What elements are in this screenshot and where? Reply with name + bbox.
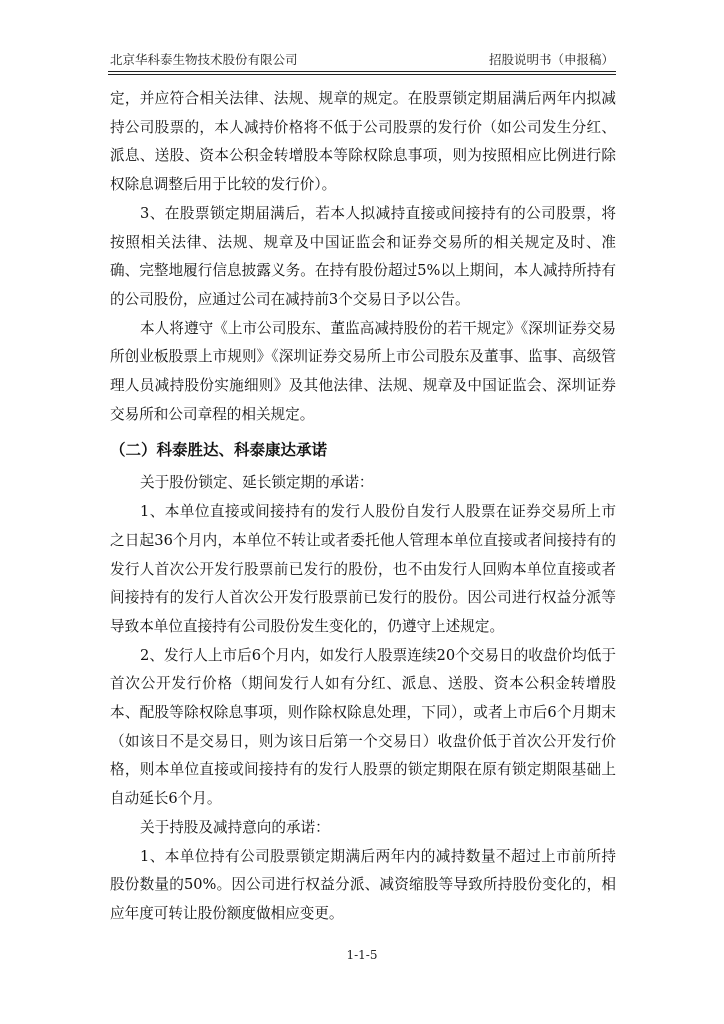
paragraph: 关于股份锁定、延长锁定期的承诺： xyxy=(140,474,374,492)
header-company-name: 北京华科泰生物技术股份有限公司 xyxy=(110,52,298,67)
paragraph: 关于持股及减持意向的承诺： xyxy=(140,818,330,836)
page-number: 1-1-5 xyxy=(346,948,378,962)
page-header xyxy=(108,50,616,70)
section-heading: （二）科泰胜达、科泰康达承诺 xyxy=(110,441,328,460)
header-rule-thin xyxy=(108,74,616,75)
paragraph: 1、本单位直接或间接持有的发行人股份自发行人股票在证券交易所上市之日起36个月内，本单位不转让或者委托他人管理本单位直接或者间接持有的发行人首次公开发行股票前已发行的股份，也不由发行人回购本单位直接或者间接持有的发行人首次公开发行股票前已发行的股份。因公司进行权益分派等导致本单位直接持有公司股份发生变化的，仍遵守上述规定。 xyxy=(110,503,616,635)
paragraph: 2、发行人上市后6个月内，如发行人股票连续20个交易日的收盘价均低于首次公开发行价格（期间发行人如有分红、派息、送股、资本公积金转增股本、配股等除权除息事项，则作除权除息处理，下同），或者上市后6个月期末（如该日不是交易日，则为该日后第一个交易日）收盘价低于首次公开发行价格，则本单位直接或间接持有的发行人股票的锁定期限在原有锁定期限基础上自动延长6个月。 xyxy=(110,646,616,808)
paragraph: 本人将遵守《上市公司股东、董监高减持股份的若干规定》《深圳证券交易所创业板股票上市规则》《深圳证券交易所上市公司股东及董事、监事、高级管理人员减持股份实施细则》及其他法律、法规、规章及中国证监会、深圳证券交易所和公司章程的相关规定。 xyxy=(110,319,616,423)
paragraph: 1、本单位持有公司股票锁定期满后两年内的减持数量不超过上市前所持股份数量的50%。因公司进行权益分派、减资缩股等导致所持股份变化的，相应年度可转让股份额度做相应变更。 xyxy=(110,847,616,922)
document-body xyxy=(110,85,616,929)
header-rule xyxy=(108,71,616,72)
header-document-title: 招股说明书（申报稿） xyxy=(488,52,614,67)
paragraph: 3、在股票锁定期届满后，若本人拟减持直接或间接持有的公司股票，将按照相关法律、法规、规章及中国证监会和证券交易所的相关规定及时、准确、完整地履行信息披露义务。在持有股份超过5%以上期间，本人减持所持有的公司股份，应通过公司在减持前3个交易日予以公告。 xyxy=(110,204,616,308)
paragraph: 定，并应符合相关法律、法规、规章的规定。在股票锁定期届满后两年内拟减持公司股票的，本人减持价格将不低于公司股票的发行价（如公司发生分红、派息、送股、资本公积金转增股本等除权除息事项，则为按照相应比例进行除权除息调整后用于比较的发行价）。 xyxy=(110,90,616,194)
